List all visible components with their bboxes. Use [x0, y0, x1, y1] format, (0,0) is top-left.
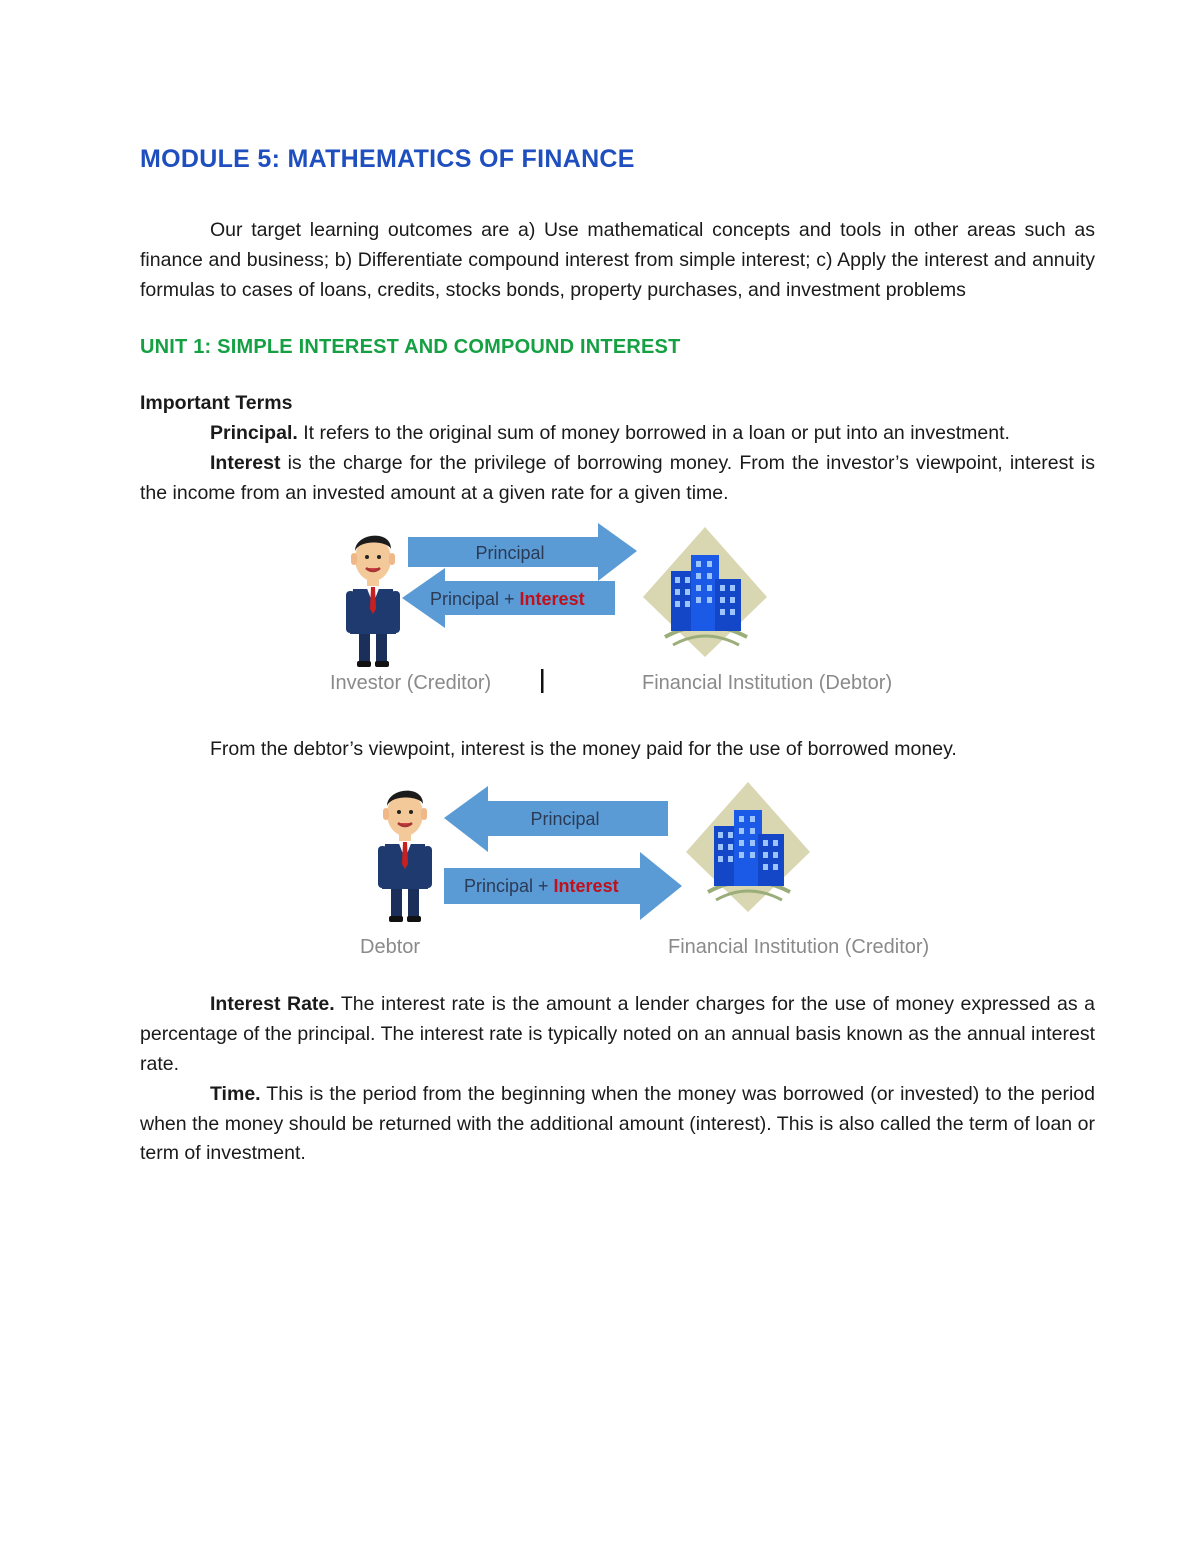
divider-bar	[541, 669, 544, 693]
time-definition: This is the period from the beginning when the money was borrowed (or invested) to the period when the money should be returned with the additional amount (interest). This is also called the term of loan or term of investment.	[140, 1082, 1095, 1165]
intro-paragraph: Our target learning outcomes are a) Use mathematical concepts and tools in other areas such as finance and business; b) Differentiate compound interest from simple interest; c) Apply the interest and annuity formulas to cases of loans, credits, stocks bonds, property purchases, and investment problems	[140, 219, 1095, 301]
arrow2-principal-label: Principal	[530, 809, 600, 830]
debtor-person-icon	[378, 791, 432, 922]
interest-rate-term: Interest Rate.	[210, 993, 335, 1016]
debtor-label: Debtor	[360, 936, 421, 959]
interest-paragraph	[140, 449, 1095, 509]
svg-text:Principal + Interest	[464, 876, 619, 896]
principal-term: Principal.	[210, 422, 298, 445]
figure-investor-creditor	[140, 523, 1095, 723]
time-paragraph	[140, 1080, 1095, 1169]
svg-text:Principal + Interest	[430, 589, 585, 609]
financial-institution-building-icon-2	[686, 782, 810, 912]
arrow-principal-interest-right	[444, 852, 682, 920]
principal-definition: It refers to the original sum of money borrowed in a loan or put into an investment.	[297, 422, 1010, 445]
interest-term: Interest	[210, 451, 281, 474]
financial-institution-debtor-label: Financial Institution (Debtor)	[642, 671, 893, 694]
interest-rate-paragraph	[140, 990, 1095, 1079]
arrow-principal-plus-label: Principal +	[430, 588, 520, 609]
figure-debtor-creditor	[140, 778, 1095, 978]
arrow-principal-left	[444, 786, 668, 852]
figure-2-graphic	[140, 778, 1095, 978]
principal-paragraph	[140, 419, 1095, 449]
arrow-principal-label: Principal	[475, 542, 545, 563]
page-content	[140, 145, 1095, 1169]
financial-institution-building-icon	[643, 527, 767, 657]
figure-1-graphic	[140, 523, 1095, 723]
financial-institution-creditor-label: Financial Institution (Creditor)	[668, 936, 930, 959]
arrow2-principal-plus-label: Principal +	[464, 876, 554, 897]
arrow-interest-label: Interest	[519, 588, 585, 609]
unit-title: UNIT 1: SIMPLE INTEREST AND COMPOUND INTEREST	[140, 336, 681, 359]
arrow-principal-interest-left	[402, 568, 615, 628]
terms-heading: Important Terms	[140, 392, 293, 415]
time-term: Time.	[210, 1082, 261, 1105]
debtor-viewpoint-paragraph: From the debtor’s viewpoint, interest is the money paid for the use of borrowed money.	[210, 737, 957, 760]
module-title: MODULE 5: MATHEMATICS OF FINANCE	[140, 145, 635, 173]
arrow2-interest-label: Interest	[553, 876, 619, 897]
investor-person-icon	[346, 535, 400, 666]
investor-creditor-label: Investor (Creditor)	[330, 671, 492, 694]
interest-definition: is the charge for the privilege of borrowing money. From the investor’s viewpoint, interest is the income from an invested amount at a given rate for a given time.	[140, 451, 1095, 504]
interest-rate-definition: The interest rate is the amount a lender charges for the use of money expressed as a percentage of the principal. The interest rate is typically noted on an annual basis known as the annual interest rate.	[140, 993, 1096, 1075]
